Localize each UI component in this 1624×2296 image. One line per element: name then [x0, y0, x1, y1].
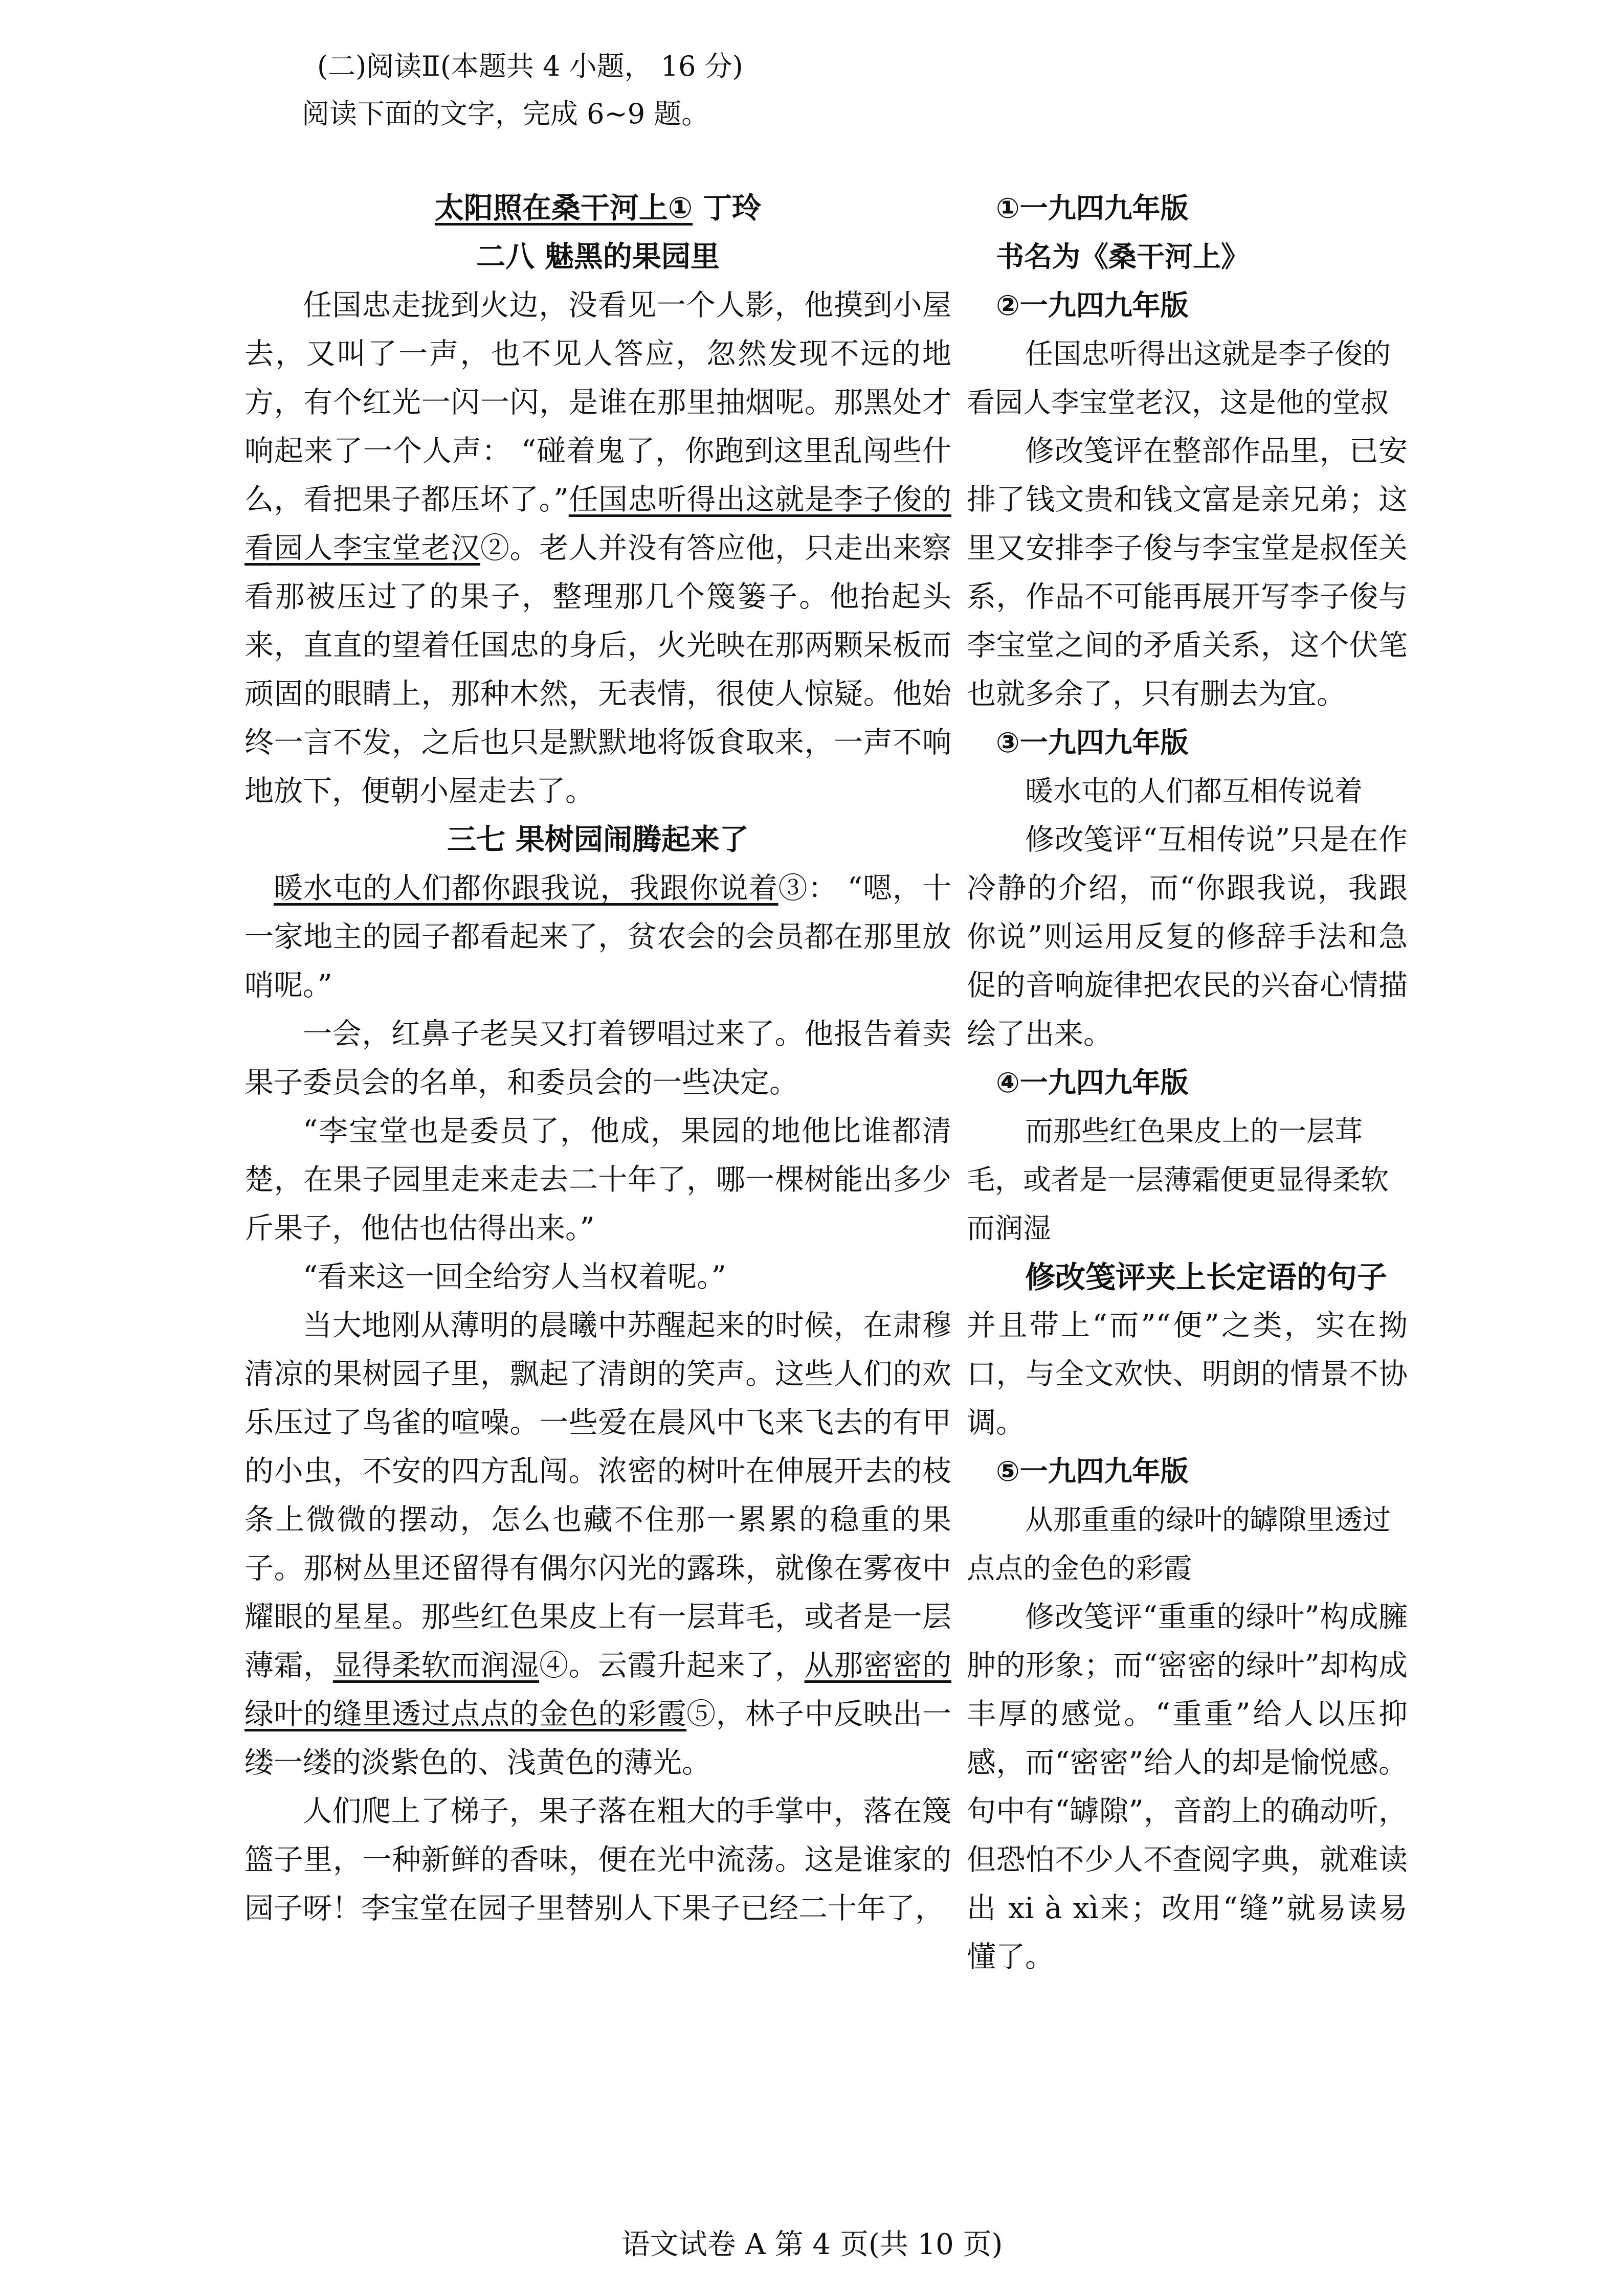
- note-4-edition-text: 而那些红色果皮上的一层茸毛，或者是一层薄霜便更显得柔软而润湿: [967, 1115, 1389, 1245]
- underlined-sentence-3: 暖水屯的人们都你跟我说，我跟你说着: [274, 871, 778, 905]
- note-mark-5: ⑤: [686, 1697, 716, 1731]
- chapter-37-paragraph-5: 当大地刚从薄明的晨曦中苏醒起来的时候，在肃穆清凉的果树园子里，飘起了清朗的笑声。这些人们的欢乐压过了鸟雀的喧噪。一些爱在晨风中飞来飞去的有甲的小虫，不安的四方乱闯。浓密的树叶在伸展开去的枝条上微微的摆动，怎么也藏不住那一累累的稳重的果子。那树丛里还留得有偶尔闪光的露珠，就像在雾夜中耀眼的星星。那些红色果皮上有一层茸毛，或者是一层薄霜，显得柔软而润湿④。云霞升起来了，从那密密的绿叶的缝里透过点点的金色的彩霞⑤，林子中反映出一缕一缕的淡紫色的、浅黄色的薄光。: [244, 1309, 952, 1780]
- section-heading: (二)阅读Ⅱ(本题共 4 小题， 16 分): [317, 50, 743, 82]
- note-4-comment-heading: 修改笺评夹上长定语的句子: [1025, 1259, 1388, 1295]
- chapter-37-paragraph-2: 一会，红鼻子老吴又打着锣唱过来了。他报告着卖果子委员会的名单，和委员会的一些决定。: [244, 1017, 951, 1099]
- chapter-37-heading: 三七 果树园闹腾起来了: [447, 823, 749, 857]
- article-author: 丁玲: [703, 191, 762, 225]
- note-2-comment: 修改笺评在整部作品里，已安排了钱文贵和钱文富是亲兄弟；这里又安排李子俊与李宝堂是叔侄关系，作品不可能再展开写李子俊与李宝堂之间的矛盾关系，这个伏笔也就多余了，只有删去为宜。: [967, 434, 1408, 711]
- underlined-sentence-2: 任国忠听得出这就是李子俊的看园人李宝堂老汉: [244, 483, 952, 565]
- note-5-edition-text: 从那重重的绿叶的罅隙里透过点点的金色的彩霞: [967, 1503, 1391, 1585]
- note-3-heading: ③一九四九年版: [996, 726, 1189, 759]
- underlined-phrase-4: 显得柔软而润湿: [332, 1649, 540, 1682]
- chapter-37-paragraph-4: “看来这一回全给穷人当权着呢。”: [303, 1260, 726, 1294]
- note-mark-4: ④: [539, 1649, 569, 1682]
- chapter-37-paragraph-3: “李宝堂也是委员了，他成，果园的地他比谁都清楚，在果子园里走来走去二十年了，哪一棵树能出多少斤果子，他估也估得出来。”: [244, 1114, 951, 1245]
- revision-notes-column: [967, 184, 1408, 1982]
- underlined-phrase-5: 从那密密的绿叶的缝里透过点点的金色的彩霞: [244, 1649, 952, 1731]
- page-footer: 语文试卷 A 第 4 页(共 10 页): [621, 2228, 1003, 2261]
- chapter-28-paragraph: 任国忠走拢到火边，没看见一个人影，他摸到小屋去，又叫了一声，也不见人答应，忽然发现不远的地方，有个红光一闪一闪，是谁在那里抽烟呢。那黑处才响起来了一个人声： “碰着鬼了，你跑到这里乱闯些什么，看把果子都压坏了。”任国忠听得出这就是李子俊的看园人李宝堂老汉②。老人并没有答应他，只走出来察看那被压过了的果子，整理那几个篾篓子。他抬起头来，直直的望着任国忠的身后，火光映在那两颗呆板而顽固的眼睛上，那种木然，无表情，很使人惊疑。他始终一言不发，之后也只是默默地将饭食取来，一声不响地放下，便朝小屋走去了。: [244, 288, 952, 808]
- note-3-edition-text: 暖水屯的人们都互相传说着: [1025, 775, 1363, 807]
- article-column: [244, 184, 951, 1933]
- note-2-heading: ②一九四九年版: [996, 289, 1189, 322]
- note-4-heading: ④一九四九年版: [996, 1066, 1189, 1099]
- article-title: 太阳照在桑干河上①: [434, 191, 693, 225]
- chapter-37-paragraph-1: 暖水屯的人们都你跟我说，我跟你说着③： “嗯，十一家地主的园子都看起来了，贫农会的会员都在那里放哨呢。”: [244, 871, 952, 1002]
- chapter-37-paragraph-6: 人们爬上了梯子，果子落在粗大的手掌中，落在篾篮子里，一种新鲜的香味，便在光中流荡。这是谁家的园子呀！李宝堂在园子里替别人下果子已经二十年了，: [244, 1794, 951, 1925]
- chapter-28-heading: 二八 魅黑的果园里: [476, 240, 720, 274]
- note-mark-3: ③: [778, 871, 808, 905]
- note-5-comment: 修改笺评“重重的绿叶”构成臃肿的形象；而“密密的绿叶”却构成丰厚的感觉。“重重”给人以压抑感，而“密密”给人的却是愉悦感。句中有“罅隙”，音韵上的确动听，但恐怕不少人不查阅字典，就难读出 xi à xì来；改用“缝”就易读易懂了。: [967, 1600, 1408, 1974]
- note-2-edition-text: 任国忠听得出这就是李子俊的看园人李宝堂老汉，这是他的堂叔: [967, 337, 1391, 419]
- article-title-line: [244, 184, 951, 233]
- note-1-text: 书名为《桑干河上》: [996, 240, 1250, 273]
- note-1-heading: ①一九四九年版: [996, 192, 1189, 224]
- note-mark-2: ②: [480, 531, 510, 565]
- section-instruction: 阅读下面的文字，完成 6~9 题。: [302, 98, 709, 130]
- note-4-comment: 并且带上“而”“便”之类，实在拗口，与全文欢快、明朗的情景不协调。: [967, 1309, 1408, 1439]
- note-5-heading: ⑤一九四九年版: [996, 1455, 1189, 1488]
- note-3-comment: 修改笺评“互相传说”只是在作冷静的介绍，而“你跟我说，我跟你说”则运用反复的修辞手法和急促的音响旋律把农民的兴奋心情描绘了出来。: [967, 823, 1408, 1051]
